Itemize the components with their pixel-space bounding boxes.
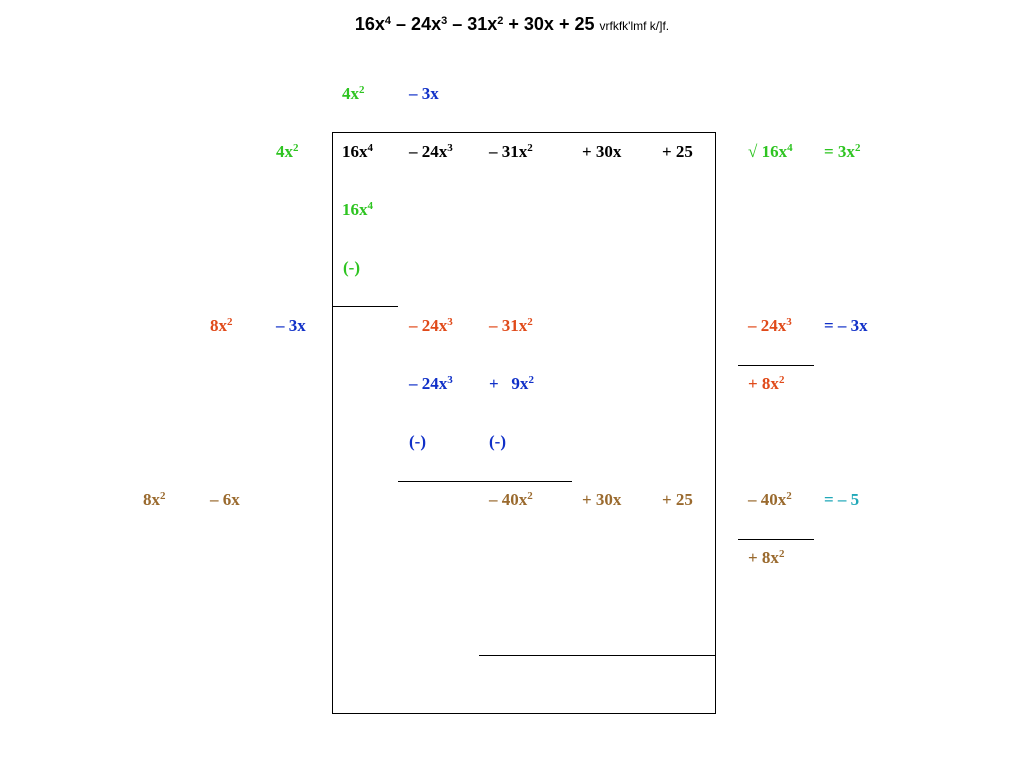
side-rule-2 [738, 539, 814, 540]
subtract-term-3: + $9x^2$ [489, 374, 534, 393]
side-divide-2: – $40x^2$ [748, 490, 792, 509]
minus-sign-3: (-) [489, 432, 506, 451]
quotient-term-2: – 3x [409, 84, 439, 103]
remainder-term-3: – $31x^2$ [489, 316, 533, 335]
subtract-term-1: $16x^4$ [342, 200, 373, 219]
dividend-term-4: + 30x [582, 142, 622, 161]
dividend-term-3: – $31x^2$ [489, 142, 533, 161]
divisor-3b: – 6x [210, 490, 240, 509]
side-result-3: = – 5 [824, 490, 860, 509]
dividend-term-2: – $24x^3$ [409, 142, 453, 161]
title-caption: vrfkfk'lmf k/]f. [599, 19, 670, 33]
side-divide-1: – $24x^3$ [748, 316, 792, 335]
side-result-1: = $3x^2$ [824, 142, 861, 161]
minus-sign-2: (-) [409, 432, 426, 451]
division-box [332, 132, 716, 714]
side-rule-1 [738, 365, 814, 366]
remainder-term-2: – $24x^3$ [409, 316, 453, 335]
dividend-term-5: + 25 [662, 142, 693, 161]
divisor-3a: $8x^2$ [143, 490, 166, 509]
page-title [0, 14, 1024, 35]
dividend-term-1: $16x^4$ [342, 142, 373, 161]
divisor-2b: – 3x [276, 316, 306, 335]
side-root: √ $16x^4$ [748, 142, 793, 161]
subtraction-rule-2 [398, 481, 572, 482]
side-divisor-2: + $8x^2$ [748, 548, 785, 567]
remainder-term-5: + 30x [582, 490, 622, 509]
divisor-1: $4x^2$ [276, 142, 299, 161]
minus-sign-1: (-) [343, 258, 360, 277]
title-expression: $16x^4 - 24x^3 - 31x^2 + 30x + 25$ [354, 14, 595, 34]
remainder-term-6: + 25 [662, 490, 693, 509]
quotient-term-1: $4x^2$ [342, 84, 365, 103]
side-result-2: = – 3x [824, 316, 868, 335]
side-divisor-1: + $8x^2$ [748, 374, 785, 393]
divisor-2a: $8x^2$ [210, 316, 233, 335]
subtraction-rule-1 [332, 306, 398, 307]
subtraction-rule-3 [479, 655, 715, 656]
remainder-term-4: – $40x^2$ [489, 490, 533, 509]
subtract-term-2: – $24x^3$ [409, 374, 453, 393]
